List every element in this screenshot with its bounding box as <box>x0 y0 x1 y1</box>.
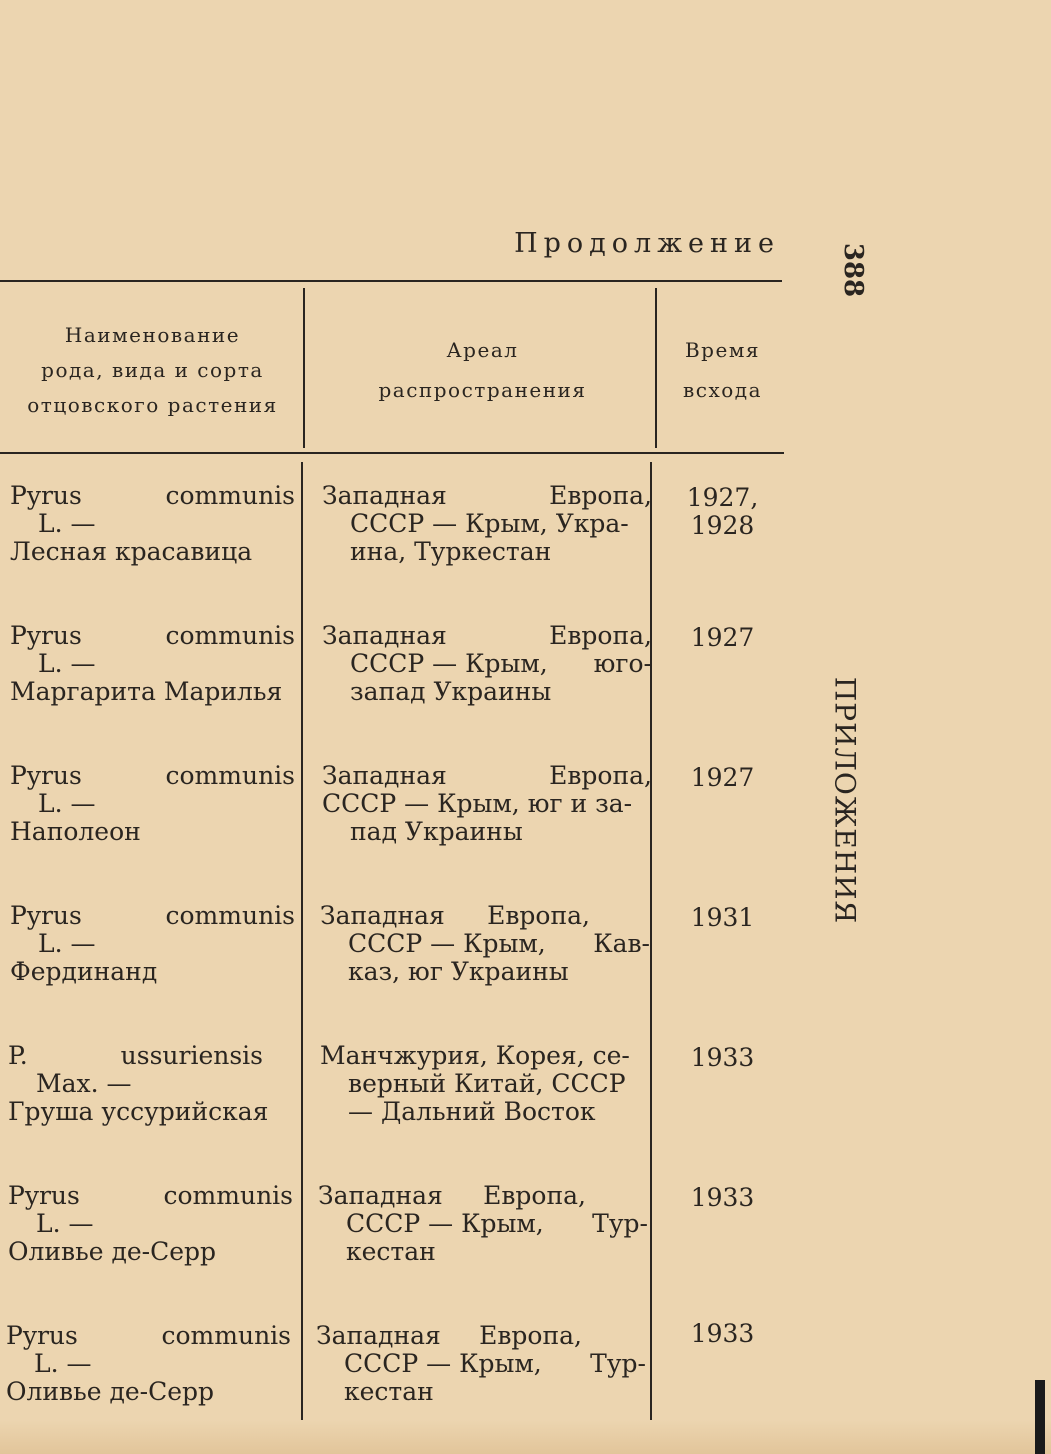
row-3-name-line-1 <box>10 762 295 790</box>
row-7-area-2a: СССР — Крым, <box>344 1349 542 1378</box>
row-4-name-line-1 <box>10 902 295 930</box>
row-7-name <box>6 1322 291 1406</box>
row-2-area-2b: юго- <box>593 649 652 678</box>
row-1-name <box>10 482 295 566</box>
row-5-genus: P. <box>8 1041 28 1070</box>
row-7-area-1b: Европа, <box>479 1321 582 1350</box>
row-4-species: communis <box>165 901 295 930</box>
row-1-area-1b: Европа, <box>549 481 652 510</box>
row-7-area-2b: Тур- <box>590 1349 646 1378</box>
row-4-author: L. — <box>38 929 96 958</box>
header-bottom-rule <box>0 452 784 454</box>
row-4-area-3: каз, юг Украины <box>348 957 569 986</box>
table-top-rule <box>0 280 782 282</box>
row-7-author: L. — <box>34 1349 92 1378</box>
column-divider-2 <box>655 288 657 448</box>
row-2-area-line-1 <box>322 622 652 650</box>
row-3-area-line-1 <box>322 762 652 790</box>
row-5-author: Max. — <box>36 1069 132 1098</box>
row-4-name <box>10 902 295 986</box>
row-6-author: L. — <box>36 1209 94 1238</box>
row-4-area-2a: СССР — Крым, <box>348 929 546 958</box>
row-1-genus: Pyrus <box>10 481 82 510</box>
row-4-area-1a: Западная <box>320 901 445 930</box>
row-2-genus: Pyrus <box>10 621 82 650</box>
row-7-area <box>316 1322 646 1406</box>
page-number: 388 <box>838 242 868 298</box>
body-divider-2 <box>650 462 652 1422</box>
section-label: ПРИЛОЖЕНИЯ <box>828 676 862 925</box>
row-7-area-line-2 <box>316 1350 646 1378</box>
row-2-name-line-1 <box>10 622 295 650</box>
row-5-species: ussuriensis <box>120 1041 263 1070</box>
row-2-area-3: запад Украины <box>350 677 552 706</box>
row-3-year: 1927 <box>690 763 755 792</box>
column-divider-1 <box>303 288 305 448</box>
row-6-area-3: кестан <box>346 1237 436 1266</box>
header-time-line-1: Время <box>684 338 760 362</box>
header-time <box>660 330 785 410</box>
row-6-area-1b: Европа, <box>483 1181 586 1210</box>
row-7-area-1a: Западная <box>316 1321 441 1350</box>
row-6-name-line-1 <box>8 1182 293 1210</box>
row-2-year: 1927 <box>690 623 755 652</box>
row-6-area-1a: Западная <box>318 1181 443 1210</box>
row-1-year: 1927, 1928 <box>686 483 759 540</box>
row-6-area-2b: Тур- <box>592 1209 648 1238</box>
row-3-area-1a: Западная <box>322 761 447 790</box>
row-5-area-3: — Дальний Восток <box>348 1097 596 1126</box>
row-1-species: communis <box>165 481 295 510</box>
row-2-author: L. — <box>38 649 96 678</box>
row-6-genus: Pyrus <box>8 1181 80 1210</box>
row-3-area-3: пад Украины <box>350 817 523 846</box>
header-name-line-1: Наименование <box>64 323 241 347</box>
row-6-name <box>8 1182 293 1266</box>
row-5-area <box>320 1042 650 1126</box>
row-1-area-2: СССР — Крым, Укра- <box>350 509 629 538</box>
row-4-genus: Pyrus <box>10 901 82 930</box>
page-bottom-shadow <box>0 1420 1051 1454</box>
row-6-area-line-1 <box>318 1182 586 1210</box>
row-1-area-1a: Западная <box>322 481 447 510</box>
continuation-label: Продолжение <box>514 228 780 259</box>
row-3-species: communis <box>165 761 295 790</box>
row-1-name-line-1 <box>10 482 295 510</box>
row-4-area-line-1 <box>320 902 590 930</box>
row-6-area <box>318 1182 648 1266</box>
header-time-line-2: всхода <box>682 378 763 402</box>
row-6-species: communis <box>163 1181 293 1210</box>
row-5-area-1: Манчжурия, Корея, се- <box>320 1041 630 1070</box>
row-4-area-line-2 <box>320 930 650 958</box>
row-2-area-1a: Западная <box>322 621 447 650</box>
row-3-author: L. — <box>38 789 96 818</box>
row-1-area <box>322 482 652 566</box>
row-4-area-1b: Европа, <box>487 901 590 930</box>
row-3-area <box>322 762 652 846</box>
row-7-genus: Pyrus <box>6 1321 78 1350</box>
body-divider-1 <box>301 462 303 1430</box>
row-7-year: 1933 <box>690 1319 755 1348</box>
row-2-species: communis <box>165 621 295 650</box>
page-edge-mark <box>1035 1380 1045 1454</box>
row-2-area-1b: Европа, <box>549 621 652 650</box>
row-4-area <box>320 902 650 986</box>
row-7-name-line-1 <box>6 1322 291 1350</box>
row-2-area-2a: СССР — Крым, <box>350 649 548 678</box>
row-3-genus: Pyrus <box>10 761 82 790</box>
row-7-species: communis <box>161 1321 291 1350</box>
row-4-variety: Фердинанд <box>10 957 158 986</box>
row-6-year: 1933 <box>690 1183 755 1212</box>
row-3-variety: Наполеон <box>10 817 141 846</box>
row-5-area-2: верный Китай, СССР <box>348 1069 626 1098</box>
header-name <box>5 318 300 423</box>
row-6-area-line-2 <box>318 1210 648 1238</box>
header-area-line-1: Ареал <box>446 338 519 362</box>
row-2-variety: Маргарита Марилья <box>10 677 283 706</box>
header-area-line-2: распространения <box>378 378 587 402</box>
row-1-area-3: ина, Туркестан <box>350 537 552 566</box>
header-name-line-2: рода, вида и сорта <box>41 358 264 382</box>
row-4-year: 1931 <box>690 903 755 932</box>
header-name-line-3: отцовского растения <box>27 393 278 417</box>
row-7-area-line-1 <box>316 1322 582 1350</box>
header-area <box>310 330 655 410</box>
row-3-area-1b: Европа, <box>549 761 652 790</box>
row-7-variety: Оливье де-Серр <box>6 1377 215 1406</box>
row-3-area-2: СССР — Крым, юг и за- <box>322 789 633 818</box>
row-6-variety: Оливье де-Серр <box>8 1237 217 1266</box>
row-3-name <box>10 762 295 846</box>
row-7-area-3: кестан <box>344 1377 434 1406</box>
row-2-name <box>10 622 295 706</box>
row-1-author: L. — <box>38 509 96 538</box>
row-1-area-line-1 <box>322 482 652 510</box>
row-1-variety: Лесная красавица <box>10 537 253 566</box>
row-4-area-2b: Кав- <box>593 929 650 958</box>
row-2-area <box>322 622 652 706</box>
row-5-variety: Груша уссурийская <box>8 1097 269 1126</box>
row-2-area-line-2 <box>322 650 652 678</box>
row-5-year: 1933 <box>690 1043 755 1072</box>
row-6-area-2a: СССР — Крым, <box>346 1209 544 1238</box>
row-5-name <box>8 1041 269 1126</box>
row-5-name-line-1 <box>8 1042 263 1070</box>
